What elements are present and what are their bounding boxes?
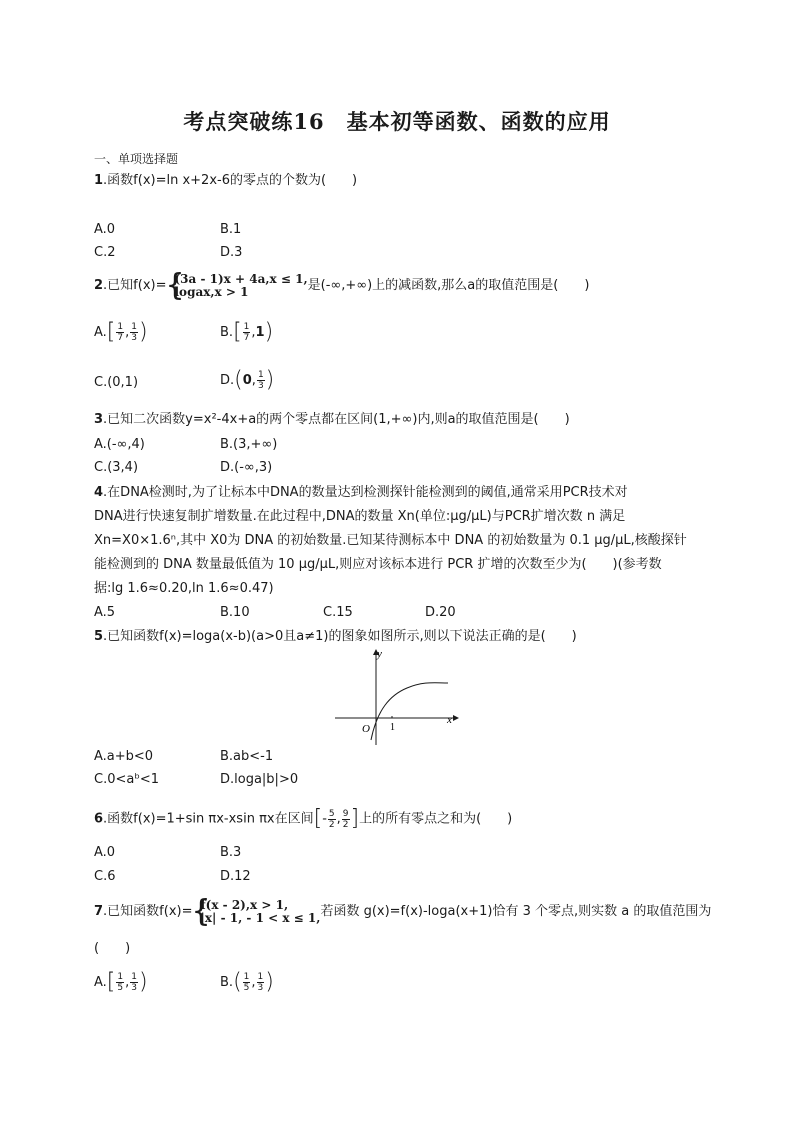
x-axis-arrow xyxy=(453,715,459,721)
log-function-graph xyxy=(335,645,465,745)
q6-option-a: A.0 xyxy=(94,845,116,860)
question-1: 1.函数f(x)=ln x+2x-6的零点的个数为( ) xyxy=(94,173,358,188)
log-curve xyxy=(371,683,448,740)
question-4-line-4: 能检测到的 DNA 数量最低值为 10 μg/μL,则应对该标本进行 PCR 扩增的次数至少为( )(参考数 xyxy=(94,557,662,572)
question-7-paren: ( ) xyxy=(94,941,131,956)
q5-option-b: B.ab<-1 xyxy=(220,749,274,764)
q4-option-a: A.5 xyxy=(94,605,116,620)
x-axis-label: x xyxy=(447,714,452,726)
question-6: 6.函数f(x)=1+sin πx-xsin πx在区间[- $\frac{5}{2}$ , $\frac{9}{2}$ ]上的所有零点之和为( ) xyxy=(94,806,513,831)
question-7: 7.已知函数f(x)= { f(x - 2),x > 1, |x| - 1, - 1 < x ≤ 1, 若函数 g(x)=f(x)-loga(x+1)恰有 3 个零点,则实数 a 的取值范围为 xyxy=(94,897,711,927)
q6-option-d: D.12 xyxy=(220,869,251,884)
question-2: 2.已知f(x)= { (3a - 1)x + 4a,x ≤ 1, logax,x > 1 是(-∞,+∞)上的减函数,那么a的取值范围是( ) xyxy=(94,271,589,301)
question-5: 5.已知函数f(x)=loga(x-b)(a>0且a≠1)的图象如图所示,则以下说法正确的是( ) xyxy=(94,629,577,644)
piecewise-function: { (3a - 1)x + 4a,x ≤ 1, logax,x > 1 xyxy=(167,273,308,299)
q1-option-a: A.0 xyxy=(94,222,116,237)
q5-option-c: C.0<aᵇ<1 xyxy=(94,772,160,787)
question-4-line-1: 4.在DNA检测时,为了让标本中DNA的数量达到检测探针能检测到的阈值,通常采用PCR技术对 xyxy=(94,485,628,500)
q7-option-a: A.[ $\frac{1}{5}$ , $\frac{1}{3}$ ) xyxy=(94,969,148,995)
q2-option-a: A.[ $\frac{1}{7}$ , $\frac{1}{3}$ ) xyxy=(94,319,148,345)
q5-option-d: D.loga|b|>0 xyxy=(220,772,299,787)
tick-1-label: 1 xyxy=(390,722,395,733)
question-3: 3.已知二次函数y=x²-4x+a的两个零点都在区间(1,+∞)内,则a的取值范围是( ) xyxy=(94,412,570,427)
question-4-line-3: Xn=X0×1.6ⁿ,其中 X0为 DNA 的初始数量.已知某待测标本中 DNA 的初始数量为 0.1 μg/μL,核酸探针 xyxy=(94,533,687,548)
q1-option-b: B.1 xyxy=(220,222,242,237)
q1-option-c: C.2 xyxy=(94,245,116,260)
q4-option-c: C.15 xyxy=(323,605,353,620)
q2-option-d: D.(0, $\frac{1}{3}$ ) xyxy=(220,367,275,393)
page-title: 考点突破练16 基本初等函数、函数的应用 xyxy=(183,109,611,134)
q3-option-a: A.(-∞,4) xyxy=(94,437,145,452)
section-heading: 一、单项选择题 xyxy=(94,152,179,166)
question-4-line-2: DNA进行快速复制扩增数量.在此过程中,DNA的数量 Xn(单位:μg/μL)与PCR扩增次数 n 满足 xyxy=(94,509,626,524)
q3-option-c: C.(3,4) xyxy=(94,460,139,475)
q4-option-d: D.20 xyxy=(425,605,456,620)
y-axis-label: y xyxy=(377,648,382,660)
piecewise-function-7: { f(x - 2),x > 1, |x| - 1, - 1 < x ≤ 1, xyxy=(193,899,321,925)
origin-label: O xyxy=(362,723,370,735)
q4-option-b: B.10 xyxy=(220,605,250,620)
q2-option-b: B.[ $\frac{1}{7}$ ,1) xyxy=(220,319,274,345)
q3-option-d: D.(-∞,3) xyxy=(220,460,273,475)
q6-option-b: B.3 xyxy=(220,845,242,860)
q6-option-c: C.6 xyxy=(94,869,116,884)
q3-option-b: B.(3,+∞) xyxy=(220,437,278,452)
q1-option-d: D.3 xyxy=(220,245,243,260)
q5-option-a: A.a+b<0 xyxy=(94,749,154,764)
q2-option-c: C.(0,1) xyxy=(94,375,139,390)
question-4-line-5: 据:lg 1.6≈0.20,ln 1.6≈0.47) xyxy=(94,581,274,596)
q7-option-b: B.( $\frac{1}{5}$ , $\frac{1}{3}$ ) xyxy=(220,969,274,995)
